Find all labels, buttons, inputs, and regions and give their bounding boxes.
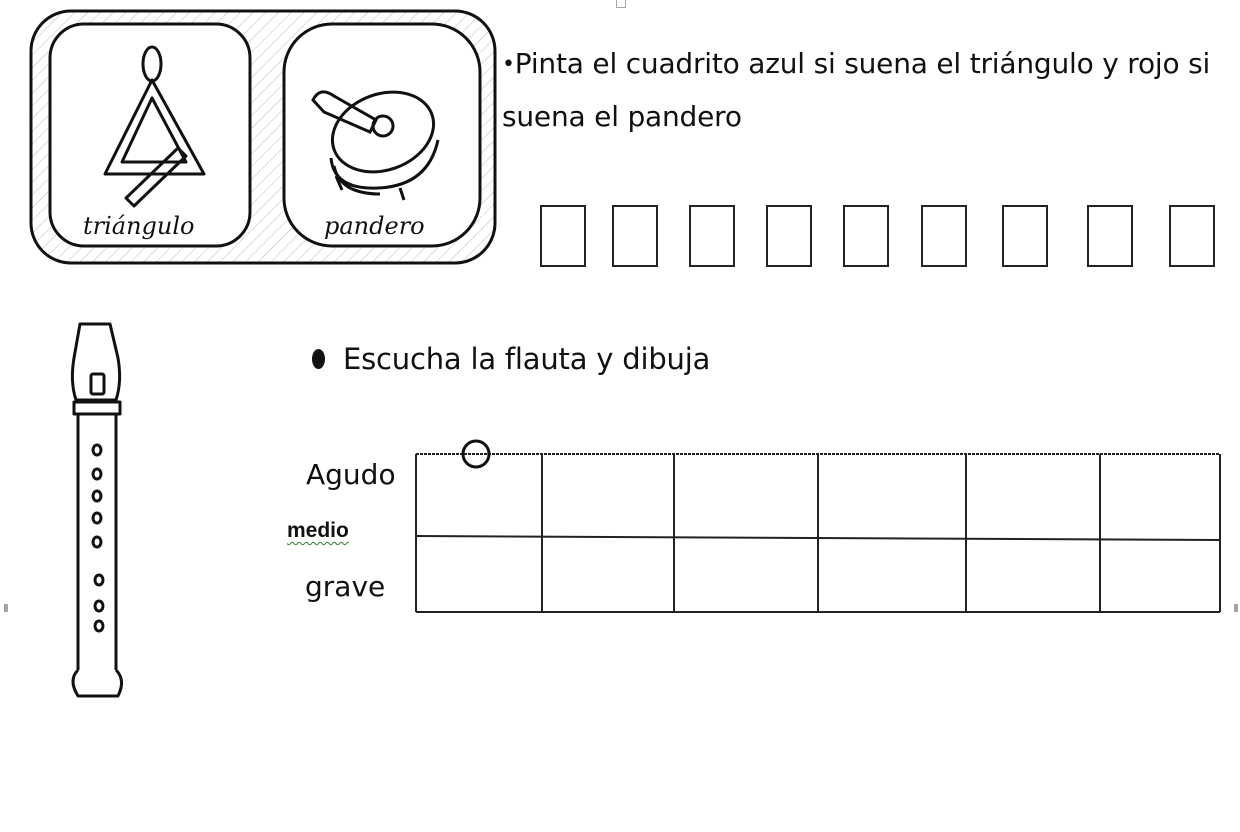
instruction-paint-squares [502, 38, 1222, 143]
instrument-illustration-panel [28, 8, 498, 266]
instruction-listen-text: Escucha la flauta y dibuja [343, 342, 711, 376]
edge-mark [616, 0, 626, 8]
answer-box[interactable] [1002, 205, 1048, 267]
pitch-drawing-grid[interactable] [414, 436, 1224, 618]
answer-box[interactable] [766, 205, 812, 267]
tambourine-caption: pandero [324, 212, 425, 240]
flute-illustration [62, 318, 138, 706]
pitch-grid-lines [414, 436, 1224, 618]
answer-box[interactable] [540, 205, 586, 267]
triangle-caption: triángulo [83, 212, 195, 240]
bullet-icon [312, 349, 325, 369]
answer-box[interactable] [612, 205, 658, 267]
instruction-paint-text: Pinta el cuadrito azul si suena el triángulo y rojo si suena el pandero [502, 47, 1211, 133]
edge-mark [1234, 604, 1238, 612]
recorder-flute-icon [62, 318, 138, 706]
pitch-label-low: grave [305, 570, 386, 603]
answer-box[interactable] [689, 205, 735, 267]
instrument-illustrations [28, 8, 498, 266]
answer-box[interactable] [1169, 205, 1215, 267]
answer-box[interactable] [1087, 205, 1133, 267]
bullet-icon: • [502, 52, 515, 77]
pitch-label-high: Agudo [306, 458, 396, 491]
edge-mark [4, 604, 8, 612]
answer-box[interactable] [843, 205, 889, 267]
instruction-listen-flute [312, 342, 710, 376]
answer-box[interactable] [921, 205, 967, 267]
pitch-label-middle: medio [287, 519, 349, 542]
answer-box-row [540, 205, 1225, 271]
